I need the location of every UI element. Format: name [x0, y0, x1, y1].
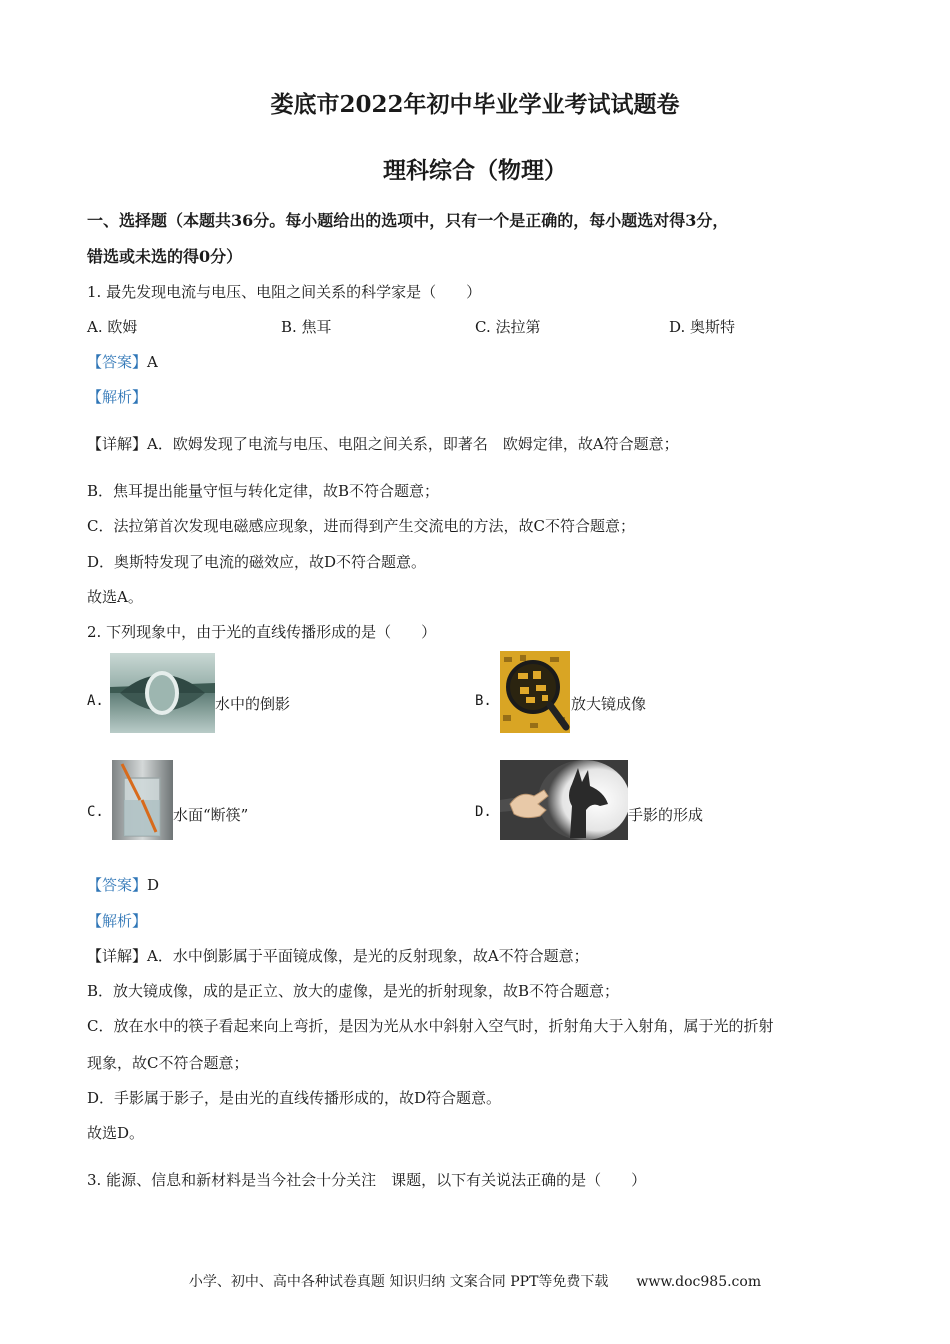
- q1-detail-line: C．法拉第首次发现电磁感应现象，进而得到产生交流电的方法，故C不符合题意；: [87, 517, 635, 535]
- hand-shadow-photo-icon: [500, 760, 628, 840]
- answer-tag: 【答案】: [87, 876, 148, 894]
- q2-detail-line: B．放大镜成像，成的是正立、放大的虚像，是光的折射现象，故B不符合题意；: [87, 982, 620, 1000]
- q1-detail-line: D．奥斯特发现了电流的磁效应，故D不符合题意。: [87, 553, 427, 571]
- q2-option-b-label: B.: [475, 693, 492, 709]
- q2-option-b-caption: 放大镜成像: [571, 695, 647, 713]
- q1-detail-line: 故选A。: [87, 588, 143, 606]
- bridge-reflection-photo-icon: [110, 653, 215, 733]
- q3-stem: 3. 能源、信息和新材料是当今社会十分关注 课题，以下有关说法正确的是（ ）: [87, 1171, 647, 1189]
- q1-detail-line: B．焦耳提出能量守恒与转化定律，故B不符合题意；: [87, 482, 440, 500]
- q2-option-c-label: C.: [87, 804, 104, 820]
- q2-option-a-label: A.: [87, 693, 104, 709]
- glass-chopstick-photo-icon: [112, 760, 173, 840]
- q1-option-b: B. 焦耳: [281, 318, 332, 336]
- q2-option-d-label: D.: [475, 804, 492, 820]
- answer-value: A: [147, 353, 158, 371]
- page-title: 娄底市2022年初中毕业学业考试试题卷: [270, 91, 680, 118]
- magnifier-photo-icon: [500, 651, 570, 733]
- q2-detail-line: 故选D。: [87, 1124, 145, 1142]
- q1-option-a: A. 欧姆: [87, 318, 138, 336]
- q2-detail-line: 【详解】A．水中倒影属于平面镜成像，是光的反射现象，故A不符合题意；: [87, 947, 589, 965]
- q2-detail-line: 现象，故C不符合题意；: [87, 1054, 249, 1072]
- q2-option-a-caption: 水中的倒影: [215, 695, 291, 713]
- q2-analysis-tag: 【解析】: [87, 912, 148, 930]
- answer-tag: 【答案】: [87, 353, 148, 371]
- q2-answer: [87, 874, 159, 895]
- q2-stem: 2. 下列现象中，由于光的直线传播形成的是（ ）: [87, 623, 437, 641]
- page-footer: 小学、初中、高中各种试卷真题 知识归纳 文案合同 PPT等免费下载 www.doc985.com: [188, 1274, 762, 1290]
- q2-option-c-caption: 水面“断筷”: [173, 806, 249, 824]
- section-heading-line1: 一、选择题（本题共36分。每小题给出的选项中，只有一个是正确的，每小题选对得3分，: [87, 211, 729, 230]
- q1-answer: [87, 351, 158, 372]
- q2-option-d-caption: 手影的形成: [628, 806, 704, 824]
- q2-detail-line: D．手影属于影子，是由光的直线传播形成的，故D符合题意。: [87, 1089, 502, 1107]
- page-subtitle: 理科综合（物理）: [383, 157, 567, 184]
- q1-option-d: D. 奥斯特: [669, 318, 736, 336]
- section-heading-line2: 错选或未选的得0分）: [87, 247, 243, 266]
- q1-stem: 1. 最先发现电流与电压、电阻之间关系的科学家是（ ）: [87, 283, 482, 301]
- q1-option-c: C. 法拉第: [475, 318, 541, 336]
- q1-analysis-tag: 【解析】: [87, 388, 148, 406]
- answer-value: D: [147, 876, 160, 894]
- q1-detail-line: 【详解】A．欧姆发现了电流与电压、电阻之间关系，即著名 欧姆定律，故A符合题意；: [87, 435, 679, 453]
- q2-detail-line: C．放在水中的筷子看起来向上弯折，是因为光从水中斜射入空气时，折射角大于入射角，属于光的折射: [87, 1017, 774, 1035]
